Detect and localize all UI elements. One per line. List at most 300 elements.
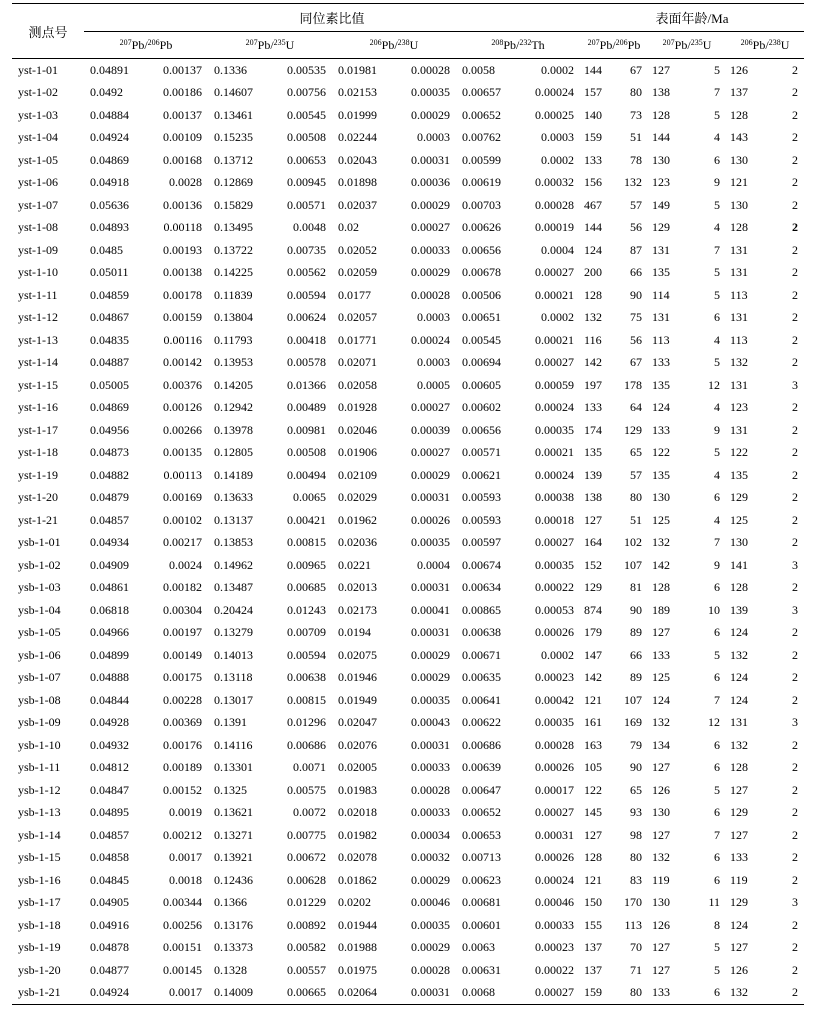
age-error-cell: 12 [708,715,721,730]
sample-id-cell: yst-1-01 [18,62,58,77]
ratio-value-cell: 0.02075 [338,647,377,662]
ratio-error-cell: 0.0003 [417,355,450,370]
age-error-cell: 2 [792,287,799,302]
isotope-element: Th [531,37,545,52]
age-value-cell: 140 [584,107,603,122]
age-error-cell: 5 [714,287,721,302]
ratio-error-cell: 0.00027 [411,400,450,415]
ratio-value-cell: 0.00619 [462,175,501,190]
age-error-cell: 6 [714,670,721,685]
age-value-cell: 129 [652,220,671,235]
age-error-cell: 169 [624,715,643,730]
ratio-error-cell: 0.00489 [287,400,326,415]
ratio-error-cell: 0.0048 [293,220,326,235]
ratio-error-cell: 0.00026 [535,625,575,640]
ratio-error-cell: 0.00116 [163,332,202,347]
ratio-error-cell: 0.00421 [287,512,326,527]
ratio-error-cell: 0.00028 [411,782,450,797]
ratio-error-cell: 0.00189 [163,760,202,775]
age-value-cell: 124 [652,692,671,707]
age-error-cell: 6 [688,982,726,1005]
ratio-error-cell: 0.00136 [163,197,202,212]
age-error-cell: 89 [630,670,643,685]
age-value-cell: 130 [652,805,671,820]
ratio-value-cell: 0.13279 [214,625,253,640]
table-row [12,194,804,217]
ratio-value-cell: 0.00571 [462,445,501,460]
ratio-value-cell: 0.02047 [338,715,377,730]
ratio-error-cell: 0.00686 [287,737,326,752]
ratio-value-cell: 0.00638 [462,625,501,640]
table-row [12,352,804,375]
ratio-error-cell: 0.00709 [287,625,326,640]
ratio-value-cell: 0.01988 [338,940,377,955]
ratio-value-cell: 0.02043 [338,152,377,167]
age-error-cell: 2 [792,625,799,640]
age-value-cell: 129 [584,580,603,595]
ratio-value-cell: 0.02 [338,220,359,235]
age-error-cell: 5 [714,197,721,212]
ratio-value-cell: 0.01928 [338,400,377,415]
ratio-value-cell: 0.04835 [90,332,129,347]
ratio-value-cell: 0.04916 [90,917,129,932]
ratio-value-cell: 0.02036 [338,535,377,550]
isotope-mass-superscript: 235 [273,37,286,47]
ratio-value-cell: 0.00593 [462,512,501,527]
age-value-cell: 127 [730,782,749,797]
ratio-value-cell: 0.15235 [214,130,253,145]
ratio-error-cell: 0.00035 [411,692,450,707]
ratio-value-cell: 0.02173 [338,602,377,617]
ratio-value-cell: 0.1336 [214,62,247,77]
sample-id-cell: yst-1-19 [18,467,58,482]
ratio-error-cell: 0.00212 [163,827,202,842]
ratio-error-cell: 0.00027 [535,805,575,820]
ratio-error-cell: 0.00169 [163,490,202,505]
table-row [12,914,804,937]
age-value-cell: 138 [652,85,671,100]
sample-id-cell: yst-1-06 [18,175,58,190]
ratio-error-cell: 0.00142 [163,355,202,370]
age-value-cell: 127 [652,62,671,77]
age-value-cell: 133 [648,982,688,1005]
age-error-cell: 4 [714,467,721,482]
ratio-value-cell: 0.13373 [214,940,253,955]
age-value-cell: 144 [584,62,603,77]
age-value-cell: 121 [730,175,749,190]
sample-id-cell: ysb-1-12 [18,782,61,797]
age-error-cell: 9 [714,557,721,572]
ratio-error-cell: 0.00756 [287,85,326,100]
ratio-value-cell: 0.00713 [462,850,501,865]
ratio-value-cell: 0.13301 [214,760,253,775]
table-row [12,284,804,307]
ratio-error-cell: 0.00628 [287,872,326,887]
ratio-error-cell: 0.0004 [541,242,575,257]
age-value-cell: 130 [652,895,671,910]
ratio-error-cell: 0.0072 [293,805,326,820]
ratio-error-cell: 0.00151 [163,940,202,955]
age-value-cell: 132 [730,647,749,662]
sample-id-cell: yst-1-11 [18,287,58,302]
ratio-col-header-3 [456,32,580,59]
age-value-cell: 143 [730,130,749,145]
age-error-cell: 7 [714,242,721,257]
age-value-cell: 123 [652,175,671,190]
isotope-element: Pb/ [599,37,616,52]
ratio-value-cell: 0.01906 [338,445,377,460]
ratio-value-cell: 0.14013 [214,647,253,662]
ratio-value-cell: 0.00506 [462,287,501,302]
ratio-error-cell: 0.00031 [535,827,575,842]
ratio-error-cell: 0.00217 [163,535,202,550]
age-value-cell: 125 [652,512,671,527]
ratio-value-cell: 0.13804 [214,310,253,325]
ratio-error-cell: 0.0017 [146,982,208,1005]
age-error-cell: 5 [714,782,721,797]
sample-id-cell: ysb-1-05 [18,625,61,640]
ratio-value-cell: 0.13487 [214,580,253,595]
ratio-error-cell: 0.00046 [535,895,575,910]
ratio-value-cell: 0.04924 [90,130,129,145]
ratio-value-cell: 0.04932 [90,737,129,752]
ratio-error-cell: 0.00031 [411,737,450,752]
age-error-cell: 6 [714,805,721,820]
sample-id-cell: yst-1-13 [18,332,58,347]
ratio-value-cell: 0.04879 [90,490,129,505]
age-value-cell: 130 [730,152,749,167]
age-value-cell: 132 [730,355,749,370]
ratio-value-cell: 0.00634 [462,580,501,595]
ratio-value-cell: 0.00631 [462,962,501,977]
table-row [12,487,804,510]
ratio-error-cell: 0.00029 [411,197,450,212]
ratio-error-cell: 0.00028 [411,962,450,977]
ratio-error-cell: 0.01229 [287,895,326,910]
ratio-value-cell: 0.00678 [462,265,501,280]
age-value-cell: 152 [584,557,603,572]
ratio-error-cell: 0.00035 [411,85,450,100]
age-value-cell: 123 [730,400,749,415]
ratio-value-cell: 0.04895 [90,805,129,820]
ratio-value-cell: 0.04882 [90,467,129,482]
ratio-error-cell: 0.00027 [535,265,575,280]
age-col-header-0 [580,32,648,59]
age-value-cell: 128 [652,580,671,595]
age-error-cell: 98 [630,827,643,842]
ratio-value-cell: 0.05011 [90,265,129,280]
ratio-error-cell: 0.00034 [411,827,450,842]
sample-id-cell: ysb-1-19 [18,940,61,955]
age-error-cell: 6 [714,625,721,640]
ratio-value-cell: 0.04869 [90,152,129,167]
age-value-cell: 127 [652,962,671,977]
ratio-value-cell: 0.02037 [338,197,377,212]
ratio-error-cell: 0.00024 [535,85,575,100]
isotope-mass-superscript: 207 [119,37,132,47]
ratio-error-cell: 0.00137 [163,107,202,122]
ratio-error-cell: 0.00035 [535,715,575,730]
age-value-cell: 467 [584,197,603,212]
ratio-error-cell: 0.00965 [287,557,326,572]
age-error-cell: 83 [630,872,643,887]
age-value-cell: 116 [584,332,602,347]
table-row [12,937,804,960]
age-error-cell: 4 [714,512,721,527]
age-value-cell: 135 [584,445,603,460]
ratio-value-cell: 0.13953 [214,355,253,370]
age-error-cell: 2 [792,782,799,797]
sample-id-cell: ysb-1-16 [18,872,61,887]
ratio-value-cell: 0.02076 [338,737,377,752]
ratio-error-cell: 0.00138 [163,265,202,280]
age-value-cell: 127 [730,827,749,842]
age-error-cell: 78 [630,152,643,167]
ratio-error-cell: 0.00029 [411,265,450,280]
age-error-cell: 2 [792,850,799,865]
isotope-mass-superscript: 208 [491,37,504,47]
age-error-cell: 9 [714,175,721,190]
ratio-error-cell: 0.00024 [535,872,575,887]
isotope-data-table [12,3,804,1005]
ratio-value-cell: 0.00641 [462,692,501,707]
sample-id-cell: ysb-1-01 [18,535,61,550]
age-value-cell: 127 [652,940,671,955]
age-error-cell: 2 [792,670,799,685]
age-error-cell: 178 [624,377,643,392]
ratio-value-cell: 0.02005 [338,760,377,775]
ratio-value-cell: 0.1328 [214,962,247,977]
ratio-col-header-2 [332,32,456,59]
age-error-cell: 80 [630,85,643,100]
age-value-cell: 135 [652,377,671,392]
table-row [12,757,804,780]
isotope-data-table-container [12,3,804,1005]
age-error-cell: 57 [630,197,643,212]
ratio-error-cell: 0.00159 [163,310,202,325]
ratio-value-cell: 0.04845 [90,872,129,887]
age-value-cell: 131 [730,715,749,730]
ratio-error-cell: 0.00182 [163,580,202,595]
age-error-cell: 3 [792,557,799,572]
ratio-error-cell: 0.00149 [163,647,202,662]
table-row [12,509,804,532]
age-value-cell: 135 [652,467,671,482]
age-value-cell: 874 [584,602,603,617]
sample-id-cell: yst-1-12 [18,310,58,325]
age-error-cell: 90 [630,602,643,617]
ratio-error-cell: 0.00508 [287,130,326,145]
ratio-value-cell: 0.13722 [214,242,253,257]
isotope-mass-superscript: 206 [369,37,382,47]
ratio-value-cell: 0.00601 [462,917,501,932]
ratio-error-cell: 0.0018 [169,872,202,887]
ratio-error-cell: 0.00653 [287,152,326,167]
ratio-error-cell: 0.00035 [411,917,450,932]
ratio-value-cell: 0.0063 [462,940,495,955]
ratio-error-cell: 0.00029 [411,670,450,685]
age-value-cell: 129 [730,805,749,820]
sample-id-cell: ysb-1-21 [12,982,84,1005]
table-row [12,577,804,600]
ratio-value-cell: 0.00597 [462,535,501,550]
isotope-element: U [702,37,712,52]
age-error-cell: 7 [714,692,721,707]
ratio-value-cell: 0.13853 [214,535,253,550]
age-value-cell: 161 [584,715,603,730]
ratio-value-cell: 0.04878 [90,940,129,955]
age-error-cell: 8 [714,917,721,932]
ratio-error-cell: 0.00418 [287,332,326,347]
ratio-value-cell: 0.02153 [338,85,377,100]
age-error-cell: 4 [714,332,721,347]
isotope-mass-superscript: 206 [740,37,753,47]
ratio-value-cell: 0.00605 [462,377,501,392]
ratio-value-cell: 0.02059 [338,265,377,280]
age-value-cell: 124 [730,917,749,932]
age-error-cell: 2 [792,580,799,595]
ratio-error-cell: 0.00176 [163,737,202,752]
sample-id-cell: ysb-1-15 [18,850,61,865]
age-value-cell: 130 [652,152,671,167]
sample-id-cell: yst-1-08 [18,220,58,235]
age-value-cell: 137 [730,85,749,100]
age-value-cell: 121 [584,692,603,707]
isotope-mass-superscript: 206 [615,37,628,47]
ratio-value-cell: 0.13137 [214,512,253,527]
ratio-error-cell: 0.00186 [163,85,202,100]
table-row [12,329,804,352]
isotope-mass-superscript: 235 [690,37,703,47]
age-error-cell: 2 [792,400,799,415]
age-error-cell: 107 [624,557,643,572]
ratio-error-cell: 0.00031 [411,490,450,505]
ratio-error-cell: 0.00022 [535,962,575,977]
ratio-col-header-0 [84,32,208,59]
age-value-cell: 150 [584,895,603,910]
isotope-mass-superscript: 238 [768,37,781,47]
table-row [12,532,804,555]
age-error-cell: 66 [630,647,643,662]
sample-id-cell: ysb-1-14 [18,827,61,842]
age-error-cell: 2 [792,872,799,887]
age-error-cell: 4 [714,220,721,235]
ratio-error-cell: 0.00031 [411,625,450,640]
age-value-cell: 128 [584,850,603,865]
age-error-cell: 80 [630,490,643,505]
table-row [12,82,804,105]
ratio-value-cell: 0.0194 [338,625,371,640]
ratio-value-cell: 0.04857 [90,512,129,527]
ratio-error-cell: 0.00545 [287,107,326,122]
age-value-cell: 130 [730,535,749,550]
age-error-cell: 9 [714,422,721,437]
age-value-cell: 122 [652,445,671,460]
age-error-cell: 70 [630,940,643,955]
ratio-value-cell: 0.04909 [90,557,129,572]
sample-id-cell: yst-1-10 [18,265,58,280]
isotope-element: U [409,37,419,52]
ratio-value-cell: 0.00626 [462,220,501,235]
age-value-cell: 133 [652,647,671,662]
ratio-error-cell: 0.00018 [535,512,575,527]
ratio-value-cell: 0.12869 [214,175,253,190]
age-value-cell: 157 [584,85,603,100]
ratio-value-cell: 0.01898 [338,175,377,190]
age-value-cell: 127 [652,760,671,775]
age-error-cell: 2 [792,737,799,752]
age-value-cell: 134 [652,737,671,752]
age-error-cell: 107 [624,692,643,707]
ratio-error-cell: 0.00029 [411,107,450,122]
sample-id-cell: yst-1-17 [18,422,58,437]
ratio-value-cell: 0.00674 [462,557,501,572]
age-value-cell: 128 [584,287,603,302]
ratio-error-cell: 0.00028 [535,197,575,212]
ratio-error-cell: 0.00266 [163,422,202,437]
ratio-error-cell: 0.00594 [287,287,326,302]
age-value-cell: 130 [730,197,749,212]
ratio-error-cell: 0.00494 [287,467,326,482]
age-error-cell: 7 [714,827,721,842]
sample-id-cell: yst-1-07 [18,197,58,212]
sample-id-cell: ysb-1-17 [18,895,61,910]
age-error-cell: 80 [630,850,643,865]
table-body [12,59,804,1005]
age-error-cell: 5 [714,445,721,460]
table-row [12,959,804,982]
age-value-cell: 124 [730,692,749,707]
ratio-error-cell: 0.00029 [411,467,450,482]
age-error-cell: 12 [708,377,721,392]
ratio-error-cell: 0.0065 [293,490,326,505]
ratio-error-cell: 0.0003 [417,310,450,325]
ratio-value-cell: 0.00639 [462,760,501,775]
ratio-value-cell: 0.02109 [338,467,377,482]
age-error-cell: 5 [714,940,721,955]
age-value-cell: 131 [730,377,749,392]
ratio-value-cell: 0.11793 [214,332,253,347]
ratio-value-cell: 0.00657 [462,85,501,100]
ratio-error-cell: 0.00193 [163,242,202,257]
age-value-cell: 142 [584,355,603,370]
table-row [12,419,804,442]
age-error-cell: 2 [792,760,799,775]
sample-id-cell: ysb-1-08 [18,692,61,707]
age-error-cell: 6 [714,152,721,167]
ratio-value-cell: 0.0058 [462,62,495,77]
age-value-cell: 124 [730,625,749,640]
table-row [12,104,804,127]
age-value-cell: 164 [584,535,603,550]
ratio-error-cell: 0.00041 [411,602,450,617]
ratio-error-cell: 0.00046 [411,895,450,910]
ratio-value-cell: 0.00703 [462,197,501,212]
isotope-element: Pb [627,37,641,52]
table-row [12,667,804,690]
age-value-cell: 125 [652,670,671,685]
ratio-value-cell: 0.13271 [214,827,253,842]
age-error-cell: 10 [708,602,721,617]
ratio-error-cell: 0.00031 [411,580,450,595]
ratio-value-cell: 0.01999 [338,107,377,122]
table-row [12,442,804,465]
age-value-cell: 113 [730,332,748,347]
age-value-cell: 137 [584,940,603,955]
sample-id-cell: ysb-1-04 [18,602,61,617]
ratio-value-cell: 0.01771 [338,332,377,347]
age-error-cell: 6 [714,310,721,325]
